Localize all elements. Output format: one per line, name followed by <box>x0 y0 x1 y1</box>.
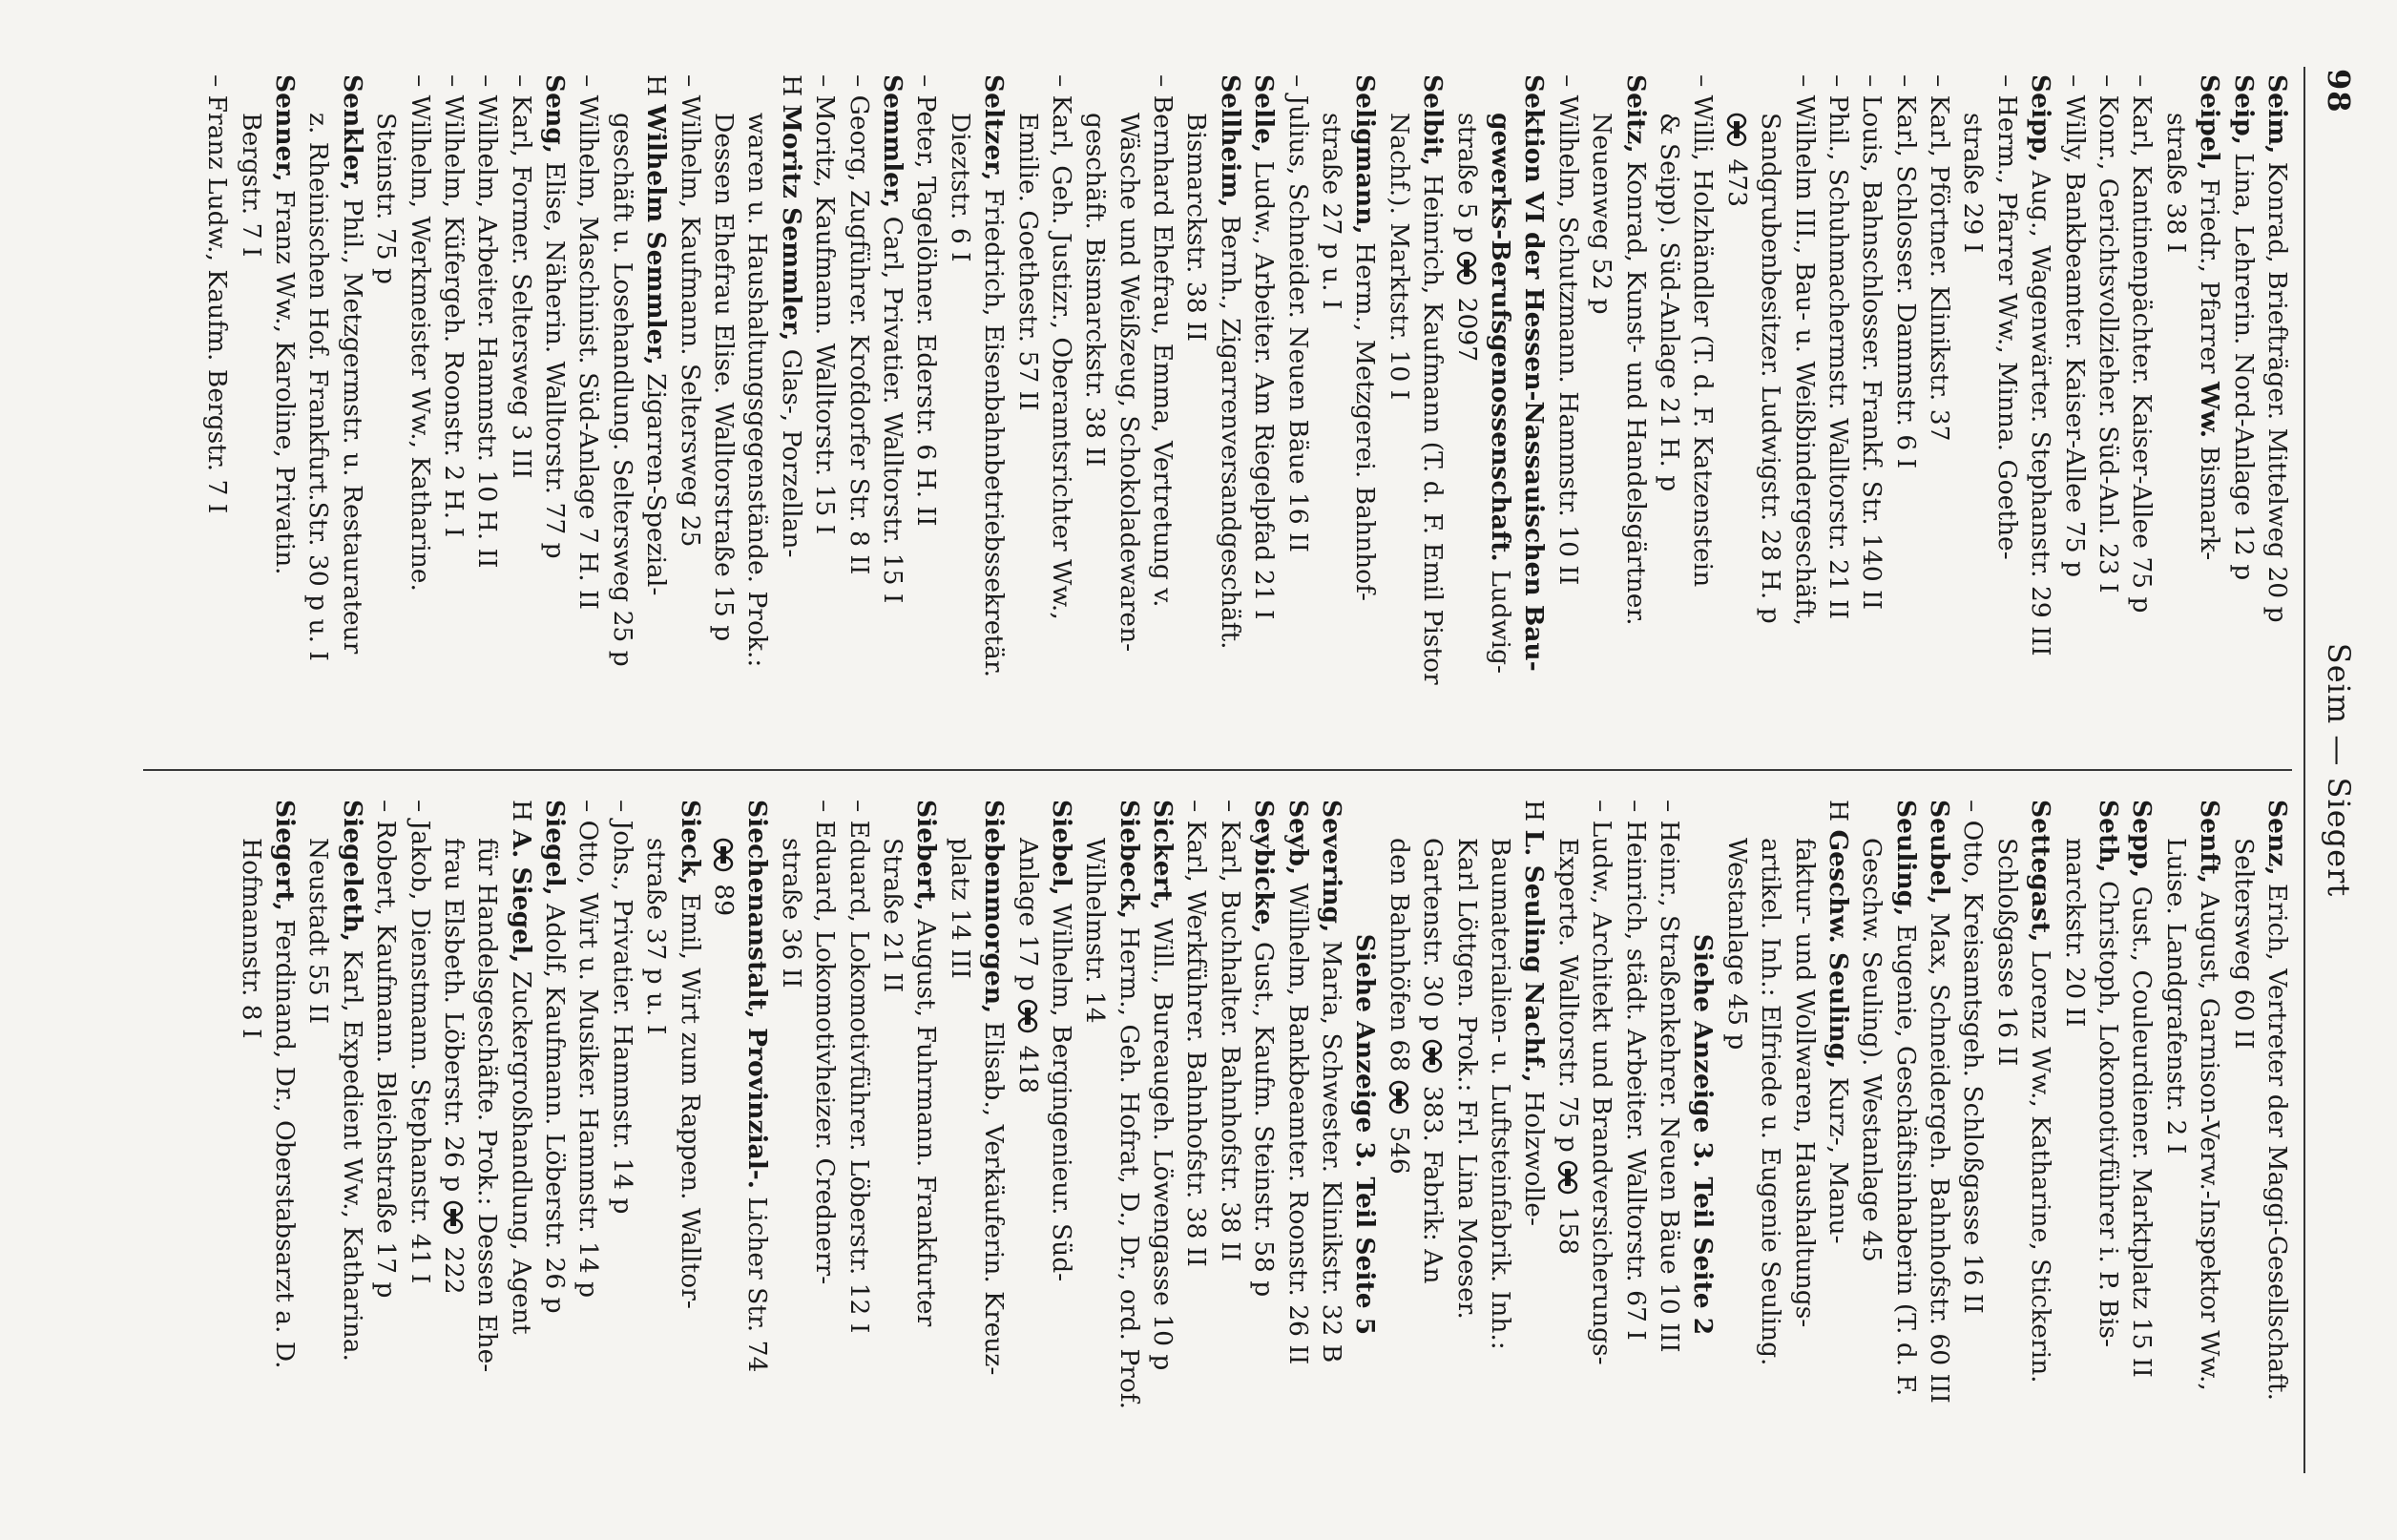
directory-entry-line: Seuling, Eugenie, Geschäftsinhaberin (T. d. F. <box>1890 800 1921 1397</box>
directory-entry-line: straße 38 I <box>2160 113 2191 254</box>
directory-entry-line: Siegel, Adolf, Kaufmann. Löberstr. 26 p <box>540 800 571 1314</box>
directory-entry-line: – Julius, Schneider. Neuen Bäue 16 II <box>1282 74 1313 553</box>
directory-entry-line: Seyb, Wilhelm, Bankbeamter. Roonstr. 26 II <box>1282 800 1313 1365</box>
directory-entry-line: – Wilhelm, Kaufmann. Seltersweg 25 <box>675 74 705 548</box>
directory-entry-line: Siebel, Wilhelm, Bergingenieur. Süd- <box>1046 800 1076 1282</box>
directory-entry-line: – Franz Ludw., Kaufm. Bergstr. 7 I <box>202 74 233 514</box>
directory-entry-line: Steinstr. 75 p <box>371 113 402 284</box>
directory-entry-line: straße 27 p u. I <box>1317 113 1347 310</box>
directory-entry-line: Siegert, Ferdinand, Dr., Oberstabsarzt a. D. <box>269 800 300 1369</box>
page-number: 98 <box>2321 69 2357 114</box>
directory-entry-line: – Wilhelm, Maschinist. Süd-Anlage 7 H. II <box>573 74 604 611</box>
directory-entry-line: Seubel, Max, Schneidergeh. Bahnhofstr. 60 III <box>1925 800 1955 1404</box>
directory-entry-line: Anlage 17 p 418 <box>1012 838 1043 1094</box>
directory-entry-line: straße 36 II <box>776 838 806 989</box>
directory-entry-line: straße 29 I <box>1958 113 1989 254</box>
directory-entry-line: Wilhelmstr. 14 <box>1080 838 1111 1024</box>
directory-entry-line: Dieztstr. 6 I <box>945 113 975 262</box>
directory-entry-line: platz 14 III <box>945 838 975 979</box>
directory-entry-line: – Willy, Bankbeamter. Kaiser-Allee 75 p <box>2059 74 2090 578</box>
directory-entry-line: Schloßgasse 16 II <box>1991 838 2022 1067</box>
directory-entry-line: H L. Seuling Nachf., Holzwolle- <box>1519 800 1550 1226</box>
directory-entry-line: – Robert, Kaufmann. Bleichstraße 17 p <box>371 800 402 1299</box>
directory-entry-line: Experte. Walltorstr. 75 p 158 <box>1553 838 1583 1256</box>
telephone-icon <box>1556 1160 1579 1195</box>
directory-entry-line: Bismarckstr. 38 II <box>1181 113 1212 342</box>
directory-entry-line: – Otto, Kreisamtsgeh. Schloßgasse 16 II <box>1958 800 1989 1314</box>
directory-entry-line: Dessen Ehefrau Elise. Walltorstraße 15 p <box>709 113 740 642</box>
directory-entry-line: – Wilhelm, Werkmeister Ww., Katharine. <box>405 74 435 592</box>
directory-entry-line: – Eduard, Lokomotivführer. Löberstr. 12 I <box>844 800 874 1334</box>
directory-entry-line: frau Elsbeth. Löberstr. 26 p 222 <box>438 838 469 1295</box>
directory-entry-line: – Wilhelm III., Bau- u. Weißbindergeschäft, <box>1789 74 1820 627</box>
directory-entry-line: Luise. Landgrafenstr. 2 I <box>2160 838 2191 1155</box>
column-divider <box>143 769 2292 771</box>
directory-entry-line: Selle, Ludw., Arbeiter. Am Riegelpfad 21 I <box>1249 74 1280 620</box>
telephone-icon <box>1455 251 1478 285</box>
directory-entry-line: den Bahnhöfen 68 546 <box>1384 838 1414 1175</box>
directory-entry-line: Seipel, Friedr., Pfarrer Ww. Bismark- <box>2195 74 2225 561</box>
directory-entry-line: Seitz, Konrad, Kunst- und Handelsgärtner. <box>1620 74 1651 626</box>
directory-entry-line: Straße 21 II <box>877 838 907 993</box>
directory-entry-line: – Karl, Kantinenpächter. Kaiser-Allee 75 p <box>2127 74 2157 614</box>
directory-entry-line: Gartenstr. 30 p 383. Fabrik: An <box>1418 838 1449 1284</box>
directory-entry-line: Sieck, Emil, Wirt zum Rappen. Walltor- <box>675 800 705 1309</box>
directory-entry-line: Sandgrubenbesitzer. Ludwigstr. 28 H. p <box>1756 113 1786 624</box>
directory-entry-line: Wäsche und Weißzeug, Schokoladewaren- <box>1114 113 1144 653</box>
directory-entry-line: H Moritz Semmler, Glas-, Porzellan- <box>776 74 806 558</box>
directory-entry-line: – Ludw., Architekt und Brandversicherungs- <box>1587 800 1617 1365</box>
directory-entry-line: Semmler, Carl, Privatier. Walltorstr. 15 I <box>877 74 907 604</box>
directory-entry-line: – Jakob, Dienstmann. Stephanstr. 41 I <box>405 800 435 1284</box>
directory-entry-line: – Peter, Tagelöhner. Ederstr. 6 H. II <box>911 74 942 527</box>
directory-entry-line: Selbit, Heinrich, Kaufmann (T. d. F. Emil Pistor <box>1418 74 1449 685</box>
directory-entry-line: Severing, Maria, Schwester. Klinikstr. 32 B <box>1317 800 1347 1363</box>
directory-entry-line: – Herm., Pfarrer Ww., Minna. Goethe- <box>1991 74 2022 560</box>
directory-entry-line: – Eduard, Lokomotivheizer. Crednerr- <box>810 800 841 1285</box>
directory-entry-line: – Karl, Former. Seltersweg 3 III <box>506 74 536 479</box>
directory-entry-line: Neustadt 55 II <box>303 838 334 1025</box>
left-column <box>200 74 2294 744</box>
directory-entry-line: – Louis, Bahnschlosser. Frankf. Str. 140 II <box>1857 74 1887 611</box>
directory-entry-line: Seltzer, Friedrich, Eisenbahnbetriebssekretär. <box>979 74 1010 678</box>
running-head: Seim — Siegert <box>2321 642 2357 898</box>
directory-entry-line: – Karl, Schlosser. Dammstr. 6 I <box>1890 74 1921 469</box>
directory-entry-line: Settegast, Lorenz Ww., Katharine, Stickerin. <box>2026 800 2056 1384</box>
directory-entry-line: Karl Löttgen. Prok.: Frl. Lina Moeser. <box>1451 838 1482 1320</box>
directory-entry-line: – Karl, Pförtner. Klinikstr. 37 <box>1925 74 1955 442</box>
directory-entry-line: Seim, Konrad, Briefträger. Mittelweg 20 p <box>2262 74 2292 623</box>
directory-entry-line: – Karl, Buchhalter. Bahnhofstr. 38 II <box>1215 800 1245 1262</box>
directory-entry-line: Sepp, Gust., Couleurdiener. Marktplatz 15 II <box>2127 800 2157 1378</box>
telephone-icon <box>442 1200 465 1235</box>
telephone-icon <box>712 838 735 872</box>
directory-entry-line: artikel. Inh.: Elfriede u. Eugenie Seuling. <box>1756 838 1786 1366</box>
directory-entry-line: Sellheim, Bernh., Zigarrenversandgeschäft. <box>1215 74 1245 650</box>
directory-entry-line: Westanlage 45 p <box>1721 838 1752 1051</box>
directory-entry-line: – Georg, Zugführer. Krofdorfer Str. 8 II <box>844 74 874 575</box>
directory-entry-line: Emilie. Goethestr. 57 II <box>1012 113 1043 411</box>
directory-entry-line: Nachf.). Marktstr. 10 I <box>1384 113 1414 401</box>
directory-entry-line: – Willi, Holzhändler (T. d. F. Katzenstein <box>1688 74 1719 588</box>
directory-entry-line: für Handelsgeschäfte. Prok.: Dessen Ehe- <box>472 838 503 1373</box>
directory-entry-line: – Phil., Schuhmachermstr. Walltorstr. 21 II <box>1823 74 1853 620</box>
directory-entry-line: faktur- und Wollwaren, Haushaltungs- <box>1789 838 1820 1328</box>
directory-entry-line: geschäft u. Losehandlung. Seltersweg 25 p <box>607 113 637 667</box>
advertisement-reference: Siehe Anzeige 3. Teil Seite 2 <box>1688 933 1719 1336</box>
directory-entry-line: – Konr., Gerichtsvollzieher. Süd-Anl. 23 I <box>2094 74 2124 593</box>
directory-entry-line: 89 <box>707 800 740 1469</box>
directory-entry-line: Bergstr. 7 I <box>236 113 266 258</box>
directory-entry-line: Seip, Lina, Lehrerin. Nord-Anlage 12 p <box>2228 74 2259 581</box>
directory-entry-line: Baumaterialien- u. Luftsteinfabrik. Inh.: <box>1486 838 1516 1350</box>
directory-entry-line: Sickert, Will., Bureaugeh. Löwengasse 10 p <box>1148 800 1178 1371</box>
directory-entry-line: H A. Siegel, Zuckergroßhandlung, Agent <box>506 800 536 1335</box>
telephone-icon <box>1421 1039 1444 1073</box>
directory-entry-line: H Wilhelm Semmler, Zigarren-Spezial- <box>641 74 672 596</box>
directory-entry-line: gewerks-Berufsgenossenschaft. Ludwig- <box>1486 113 1516 674</box>
directory-entry-line: – Wilhelm, Arbeiter. Hammstr. 10 H. II <box>472 74 503 569</box>
directory-entry-line: Senz, Erich, Vertreter der Maggi-Gesellschaft. <box>2262 800 2292 1401</box>
directory-entry-line: Senkler, Phil., Metzgermstr. u. Restaurateur <box>337 74 367 655</box>
directory-entry-line: Seipp, Aug., Wagenwärter. Stephanstr. 29 III <box>2026 74 2056 656</box>
directory-entry-line: Siebenmorgen, Elisab., Verkäuferin. Kreuz- <box>979 800 1010 1376</box>
telephone-icon <box>1725 113 1748 147</box>
directory-entry-line: – Johs., Privatier. Hammstr. 14 p <box>607 800 637 1215</box>
directory-entry-line: – Heinrich, städt. Arbeiter. Walltorstr. 67 I <box>1620 800 1651 1341</box>
directory-entry-line: geschäft. Bismarckstr. 38 II <box>1080 113 1111 468</box>
directory-entry-line: Siebeck, Herm., Geh. Hofrat, D., Dr., ord. Prof. <box>1114 800 1144 1410</box>
directory-entry-line: Seng, Elise, Näherin. Walltorstr. 77 p <box>540 74 571 559</box>
directory-entry-line: marckstr. 20 II <box>2059 838 2090 1028</box>
header-rule <box>2303 67 2305 1473</box>
directory-entry-line: & Seipp). Süd-Anlage 21 H. p <box>1654 113 1684 492</box>
directory-entry-line: – Moritz, Kaufmann. Walltorstr. 15 I <box>810 74 841 535</box>
directory-entry-line: Seligmann, Herm., Metzgerei. Bahnhof- <box>1350 74 1381 601</box>
directory-entry-line: Siegeleth, Karl, Expedient Ww., Katharina. <box>337 800 367 1362</box>
directory-entry-line: Seltersweg 60 II <box>2228 838 2259 1050</box>
directory-entry-line: waren u. Haushaltungsgegenstände. Prok.: <box>742 113 773 668</box>
directory-entry-line: 473 <box>1720 74 1753 744</box>
directory-entry-line: – Heinr., Straßenkehrer. Neuen Bäue 10 III <box>1654 800 1684 1353</box>
directory-entry-line: Geschw. Seuling). Westanlage 45 <box>1857 838 1887 1262</box>
directory-entry-line: – Karl, Werkführer. Bahnhofstr. 38 II <box>1181 800 1212 1267</box>
directory-entry-line: Senner, Franz Ww., Karoline, Privatin. <box>269 74 300 575</box>
directory-entry-line: Senft, August, Garnison-Verw.-Inspektor Ww., <box>2195 800 2225 1391</box>
directory-entry-line: – Wilhelm, Küfergeh. Roonstr. 2 H. I <box>438 74 469 538</box>
directory-entry-line: straße 5 p 2097 <box>1451 113 1482 363</box>
directory-entry-line: Siebert, August, Fuhrmann. Frankfurter <box>911 800 942 1327</box>
directory-entry-line: Sektion VI der Hessen-Nassauischen Bau- <box>1519 74 1550 672</box>
telephone-icon <box>1016 999 1039 1033</box>
directory-entry-line: Hofmannstr. 8 I <box>236 838 266 1039</box>
directory-entry-line: – Karl, Geh. Justizr., Oberamtsrichter Ww., <box>1046 74 1076 620</box>
telephone-icon <box>1387 1080 1410 1114</box>
directory-entry-line: – Otto, Wirt u. Musiker. Hammstr. 14 p <box>573 800 604 1299</box>
directory-entry-line: Siechenanstalt, Provinzial-. Licher Str. 74 <box>742 800 773 1373</box>
right-column <box>234 800 2294 1469</box>
directory-entry-line: Seth, Christoph, Lokomotivführer i. P. Bis- <box>2094 800 2124 1347</box>
directory-entry-line: Neuenweg 52 p <box>1587 113 1617 315</box>
directory-entry-line: – Bernhard Ehefrau, Emma, Vertretung v. <box>1148 74 1178 608</box>
directory-entry-line: Seybicke, Gust., Kaufm. Steinstr. 58 p <box>1249 800 1280 1298</box>
directory-entry-line: z. Rheinischen Hof. Frankfurt.Str. 30 p u. I <box>303 113 334 661</box>
directory-entry-line: – Wilhelm, Schutzmann. Hammstr. 10 II <box>1553 74 1583 586</box>
advertisement-reference: Siehe Anzeige 3. Teil Seite 5 <box>1350 933 1381 1336</box>
directory-entry-line: H Geschw. Seuling, Kurz-, Manu- <box>1823 800 1853 1244</box>
directory-entry-line: straße 37 p u. I <box>641 838 672 1035</box>
